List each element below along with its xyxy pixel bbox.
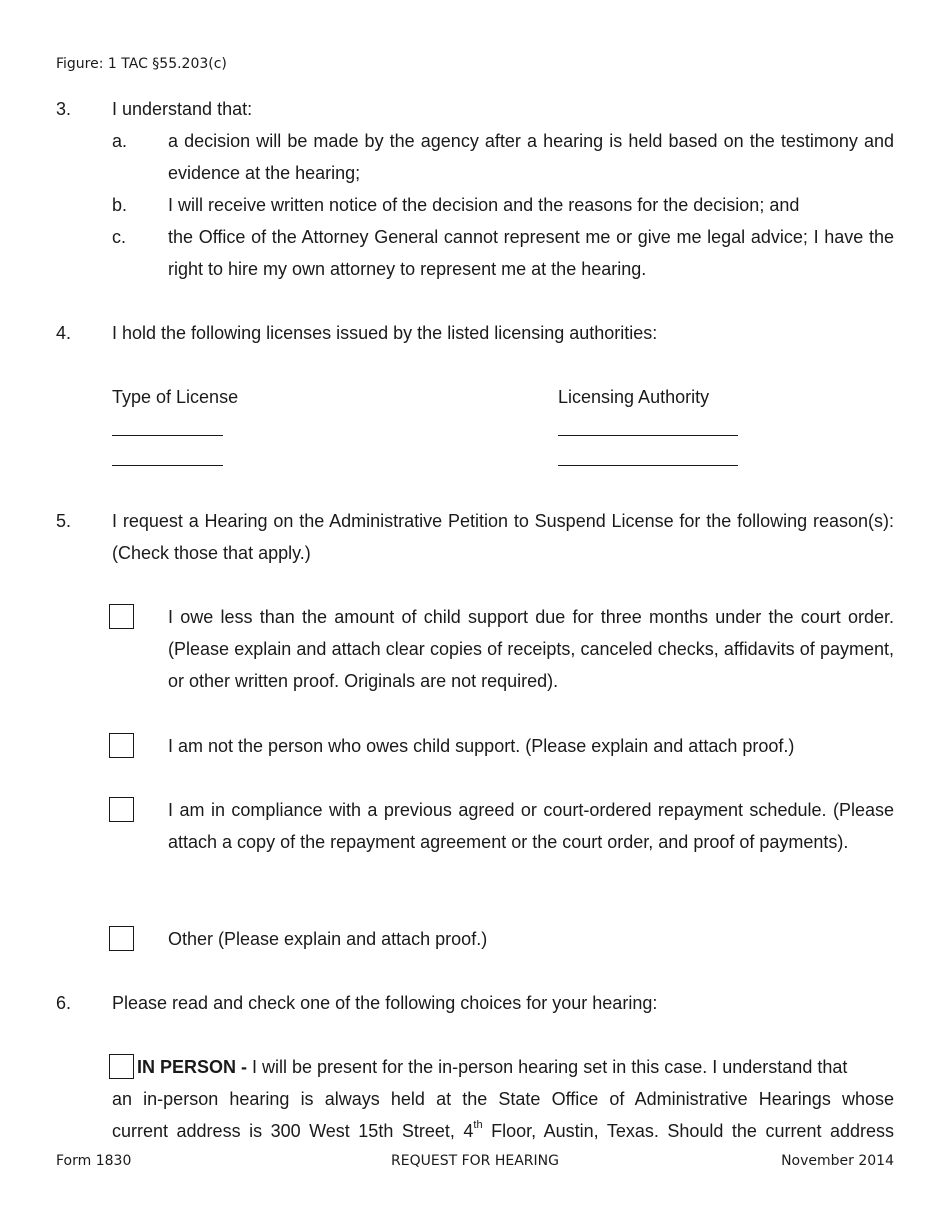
reason-compliance-text: I am in compliance with a previous agreed or court-ordered repayment schedule. (Please attach a copy of the repayment agreement or the court order, and proof of payments). xyxy=(168,800,894,852)
in-person-text-3b: Floor, Austin, Texas. Should the current address xyxy=(482,1121,895,1141)
licensing-authority-line-1[interactable] xyxy=(558,435,738,436)
item-b-letter: b. xyxy=(112,195,128,215)
reason-not-person-checkbox[interactable] xyxy=(109,733,134,758)
reason-owe-less-text: I owe less than the amount of child support due for three months under the court order. (Please explain and attach clear copies of receipts, canceled checks, affidavits of payment, or other written proof. Originals are not required). xyxy=(168,607,894,691)
section-6-number: 6. xyxy=(56,993,72,1013)
license-type-line-2[interactable] xyxy=(112,465,223,466)
in-person-checkbox[interactable] xyxy=(109,1054,134,1079)
reason-compliance-checkbox[interactable] xyxy=(109,797,134,822)
in-person-label: IN PERSON - xyxy=(137,1057,248,1077)
reason-other-text: Other (Please explain and attach proof.) xyxy=(168,929,488,949)
item-c-letter: c. xyxy=(112,227,127,247)
footer-title: REQUEST FOR HEARING xyxy=(391,1153,559,1169)
section-3-number: 3. xyxy=(56,99,72,119)
in-person-text-3a: current address is 300 West 15th Street, 4 xyxy=(112,1121,474,1141)
license-type-line-1[interactable] xyxy=(112,435,223,436)
in-person-line-2: an in-person hearing is always held at the State Office of Administrative Hearings whose xyxy=(112,1089,894,1109)
item-a-text: a decision will be made by the agency after a hearing is held based on the testimony and evidence at the hearing; xyxy=(168,131,894,183)
in-person-line-3 xyxy=(112,1115,894,1147)
section-5-text: I request a Hearing on the Administrative Petition to Suspend License for the following reason(s): (Check those that apply.) xyxy=(112,511,894,563)
section-3-intro: I understand that: xyxy=(112,99,253,119)
in-person-line-1 xyxy=(137,1051,894,1083)
reason-other-checkbox[interactable] xyxy=(109,926,134,951)
item-a-letter: a. xyxy=(112,131,128,151)
in-person-text-1: I will be present for the in-person hearing set in this case. I understand that xyxy=(247,1057,848,1077)
section-4-text: I hold the following licenses issued by the listed licensing authorities: xyxy=(112,323,658,343)
footer-date: November 2014 xyxy=(781,1153,894,1169)
in-person-superscript: th xyxy=(473,1119,483,1131)
type-of-license-header: Type of License xyxy=(112,387,239,407)
licensing-authority-header: Licensing Authority xyxy=(558,387,710,407)
section-4-number: 4. xyxy=(56,323,72,343)
section-6-text: Please read and check one of the following choices for your hearing: xyxy=(112,993,658,1013)
licensing-authority-line-2[interactable] xyxy=(558,465,738,466)
item-b-text: I will receive written notice of the decision and the reasons for the decision; and xyxy=(168,195,800,215)
item-c-text: the Office of the Attorney General cannot represent me or give me legal advice; I have the right to hire my own attorney to represent me at the hearing. xyxy=(168,227,894,279)
reason-owe-less-checkbox[interactable] xyxy=(109,604,134,629)
figure-reference: Figure: 1 TAC §55.203(c) xyxy=(56,56,227,72)
footer-form-number: Form 1830 xyxy=(56,1153,132,1169)
reason-not-person-text: I am not the person who owes child support. (Please explain and attach proof.) xyxy=(168,736,795,756)
section-5-number: 5. xyxy=(56,511,72,531)
